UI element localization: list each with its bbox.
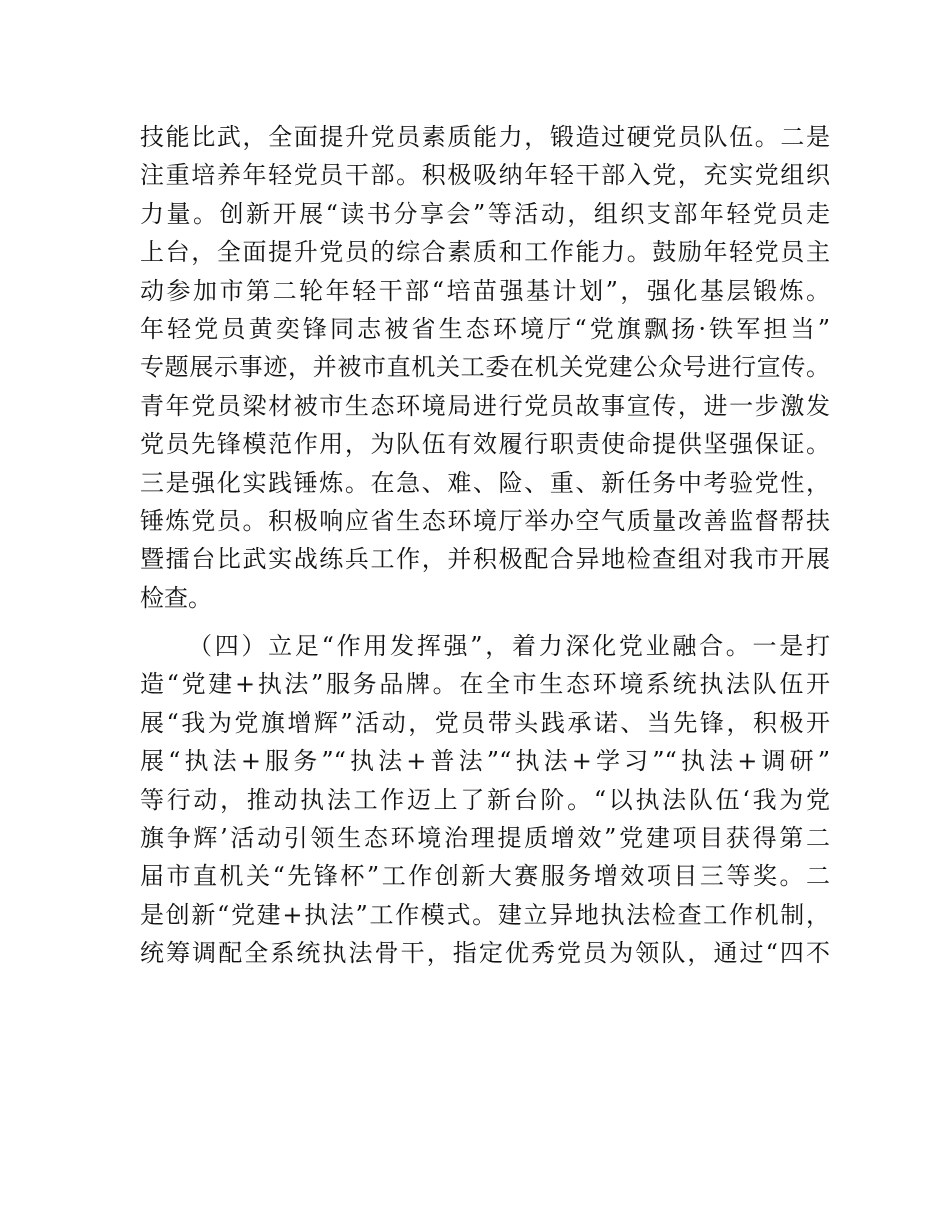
paragraph-line: 锤炼党员。积极响应省生态环境厅举办空气质量改善监督帮扶 <box>140 506 830 535</box>
paragraph-line: 注重培养年轻党员干部。积极吸纳年轻干部入党，充实党组织 <box>140 161 830 190</box>
paragraph-line: 年轻党员黄奕锋同志被省生态环境厅“党旗飘扬·铁军担当” <box>140 314 830 343</box>
paragraph-line: 旗争辉’活动引领生态环境治理提质增效”党建项目获得第二 <box>140 824 830 853</box>
paragraph-line: 党员先锋模范作用，为队伍有效履行职责使命提供坚强保证。 <box>140 430 830 459</box>
paragraph-line: 等行动，推动执法工作迈上了新台阶。“以执法队伍‘我为党 <box>140 785 830 814</box>
paragraph-line: 技能比武，全面提升党员素质能力，锻造过硬党员队伍。二是 <box>140 123 830 151</box>
paragraph-line: 力量。创新开展“读书分享会”等活动，组织支部年轻党员走 <box>140 199 830 228</box>
paragraph-line: 统筹调配全系统执法骨干，指定优秀党员为领队，通过“四不 <box>140 939 830 968</box>
paragraph-line: 专题展示事迹，并被市直机关工委在机关党建公众号进行宣传。 <box>140 353 830 382</box>
paragraph-line: 检查。 <box>140 583 212 612</box>
paragraph-spacing <box>140 617 830 627</box>
paragraph-1 <box>140 118 830 617</box>
paragraph-2 <box>140 627 830 973</box>
paragraph-line: 造“党建+执法”服务品牌。在全市生态环境系统执法队伍开 <box>140 670 830 699</box>
paragraph-line: 展“我为党旗增辉”活动，党员带头践承诺、当先锋，积极开 <box>140 708 830 737</box>
paragraph-line: 青年党员梁材被市生态环境局进行党员故事宣传，进一步激发 <box>140 391 830 420</box>
paragraph-line: 暨擂台比武实战练兵工作，并积极配合异地检查组对我市开展 <box>140 545 830 574</box>
paragraph-line: 三是强化实践锤炼。在急、难、险、重、新任务中考验党性， <box>140 468 830 497</box>
paragraph-line: （四）立足“作用发挥强”，着力深化党业融合。一是打 <box>188 632 830 661</box>
paragraph-line: 上台，全面提升党员的综合素质和工作能力。鼓励年轻党员主 <box>140 238 830 267</box>
paragraph-line: 是创新“党建+执法”工作模式。建立异地执法检查工作机制， <box>140 900 830 929</box>
document-body <box>140 118 830 973</box>
paragraph-line: 展“执法+服务”“执法+普法”“执法+学习”“执法+调研” <box>140 747 830 776</box>
paragraph-line: 届市直机关“先锋杯”工作创新大赛服务增效项目三等奖。二 <box>140 862 830 891</box>
paragraph-line: 动参加市第二轮年轻干部“培苗强基计划”，强化基层锻炼。 <box>140 276 830 305</box>
